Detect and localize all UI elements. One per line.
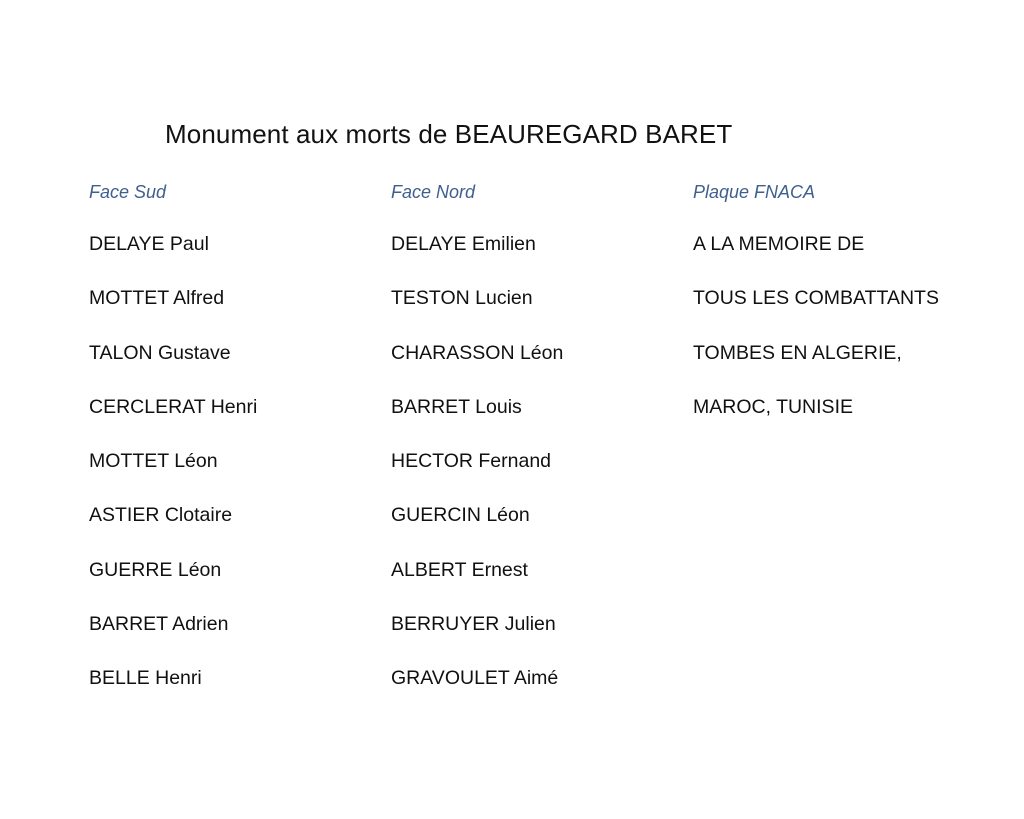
list-face-sud <box>89 230 389 692</box>
list-item: GUERCIN Léon <box>391 504 530 527</box>
list-item: MAROC, TUNISIE <box>693 395 853 418</box>
list-plaque-fnaca <box>693 230 993 421</box>
list-item: TALON Gustave <box>89 341 231 364</box>
list-item: DELAYE Emilien <box>391 233 536 255</box>
list-item: ALBERT Ernest <box>391 558 528 581</box>
list-item: CERCLERAT Henri <box>89 395 258 418</box>
list-item: A LA MEMOIRE DE <box>693 233 865 255</box>
column-plaque-fnaca <box>693 178 993 447</box>
list-item: MOTTET Alfred <box>89 287 225 310</box>
list-item: MOTTET Léon <box>89 450 218 473</box>
column-face-nord <box>391 178 691 719</box>
list-item: BERRUYER Julien <box>391 613 556 636</box>
list-item: DELAYE Paul <box>89 233 209 255</box>
list-item: BARRET Louis <box>391 395 522 418</box>
heading-plaque-fnaca: Plaque FNACA <box>693 182 816 202</box>
heading-face-nord: Face Nord <box>391 182 476 202</box>
page-title: Monument aux morts de BEAUREGARD BARET <box>165 119 733 149</box>
list-item: TOMBES EN ALGERIE, <box>693 341 902 364</box>
list-item: CHARASSON Léon <box>391 341 564 364</box>
heading-face-sud: Face Sud <box>89 182 167 202</box>
list-face-nord <box>391 230 691 692</box>
list-item: GUERRE Léon <box>89 558 222 581</box>
list-item: GRAVOULET Aimé <box>391 667 559 690</box>
list-item: TOUS LES COMBATTANTS <box>693 287 939 310</box>
list-item: HECTOR Fernand <box>391 450 552 473</box>
list-item: BELLE Henri <box>89 667 202 690</box>
list-item: ASTIER Clotaire <box>89 504 233 527</box>
list-item: TESTON Lucien <box>391 287 533 310</box>
list-item: BARRET Adrien <box>89 613 229 636</box>
column-face-sud <box>89 178 389 719</box>
